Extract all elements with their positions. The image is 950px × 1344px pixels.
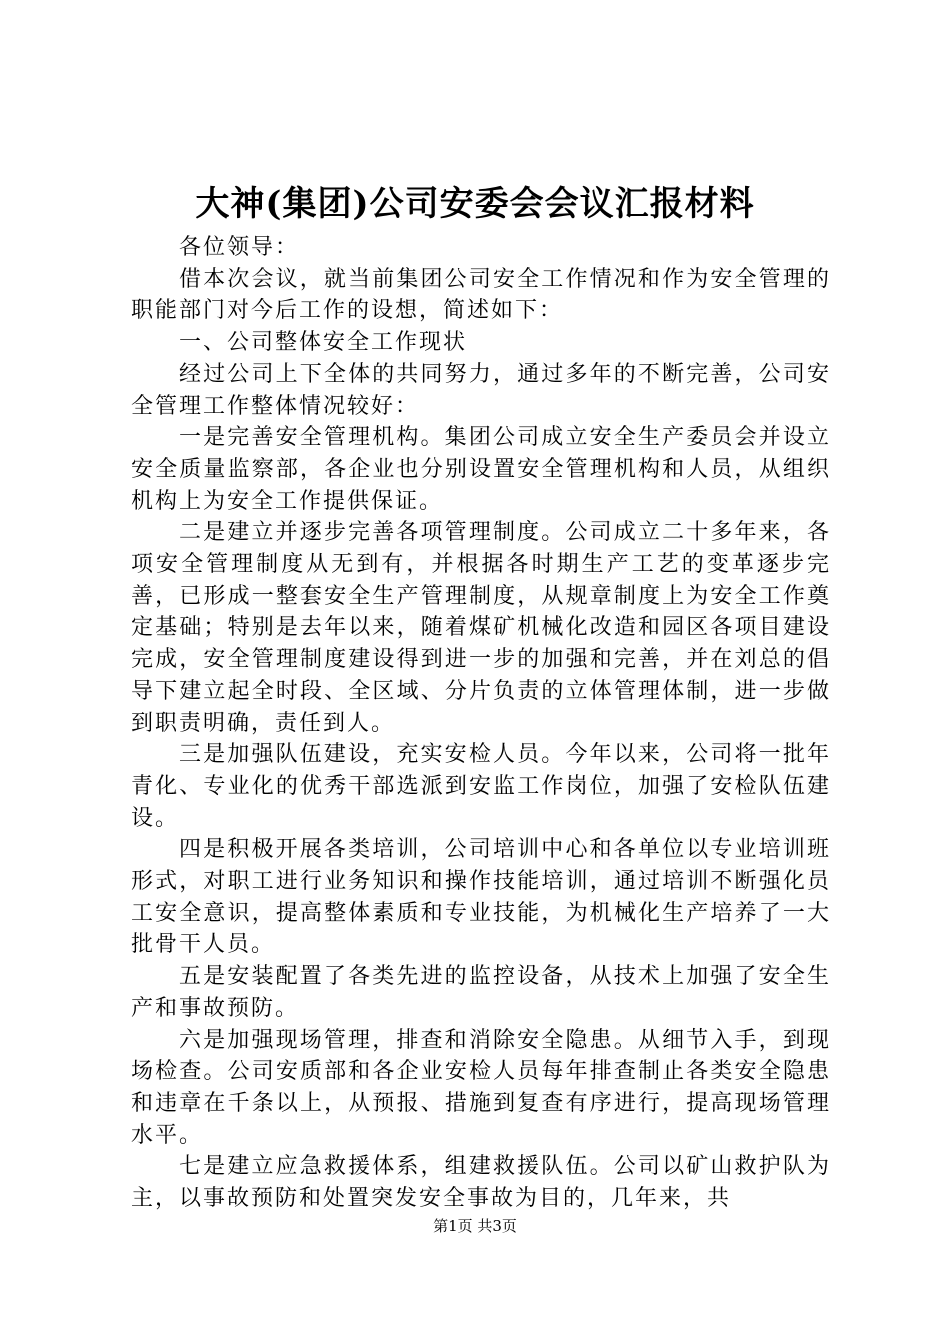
point-2-paragraph: 二是建立并逐步完善各项管理制度。公司成立二十多年来，各项安全管理制度从无到有，并根据各时期生产工艺的变革逐步完善，已形成一整套安全生产管理制度，从规章制度上为安全工作奠定基础；特别是去年以来，随着煤矿机械化改造和园区各项目建设完成，安全管理制度建设得到进一步的加强和完善，并在刘总的倡导下建立起全时段、全区域、分片负责的立体管理体制，进一步做到职责明确，责任到人。 (131, 520, 831, 736)
point-4-paragraph: 四是积极开展各类培训，公司培训中心和各单位以专业培训班形式，对职工进行业务知识和操作技能培训，通过培训不断强化员工安全意识，提高整体素质和专业技能，为机械化生产培养了一大批骨干人员。 (131, 837, 831, 958)
greeting-paragraph: 各位领导： (179, 235, 300, 260)
point-7-paragraph: 七是建立应急救援体系，组建救援队伍。公司以矿山救护队为主，以事故预防和处置突发安全事故为目的，几年来，共 (131, 1154, 831, 1212)
page-footer (0, 1216, 950, 1236)
point-3-paragraph: 三是加强队伍建设，充实安检人员。今年以来，公司将一批年青化、专业化的优秀干部选派到安监工作岗位，加强了安检队伍建设。 (131, 742, 831, 831)
section-heading: 一、公司整体安全工作现状 (179, 330, 468, 356)
point-6-paragraph: 六是加强现场管理，排查和消除安全隐患。从细节入手，到现场检查。公司安质部和各企业安检人员每年排查制止各类安全隐患和违章在千条以上，从预报、措施到复查有序进行，提高现场管理水平。 (131, 1027, 831, 1148)
document-title: 大神(集团)公司安委会会议汇报材料 (195, 184, 755, 224)
intro-paragraph: 借本次会议，就当前集团公司安全工作情况和作为安全管理的职能部门对今后工作的设想，简述如下： (131, 266, 831, 324)
summary-paragraph: 经过公司上下全体的共同努力，通过多年的不断完善，公司安全管理工作整体情况较好： (131, 361, 831, 419)
point-1-paragraph: 一是完善安全管理机构。集团公司成立安全生产委员会并设立安全质量监察部，各企业也分别设置安全管理机构和人员，从组织机构上为安全工作提供保证。 (131, 425, 831, 514)
point-5-paragraph: 五是安装配置了各类先进的监控设备，从技术上加强了安全生产和事故预防。 (131, 964, 831, 1021)
page-number-label: 第1页 共3页 (433, 1217, 517, 1235)
document-body (131, 232, 831, 1215)
